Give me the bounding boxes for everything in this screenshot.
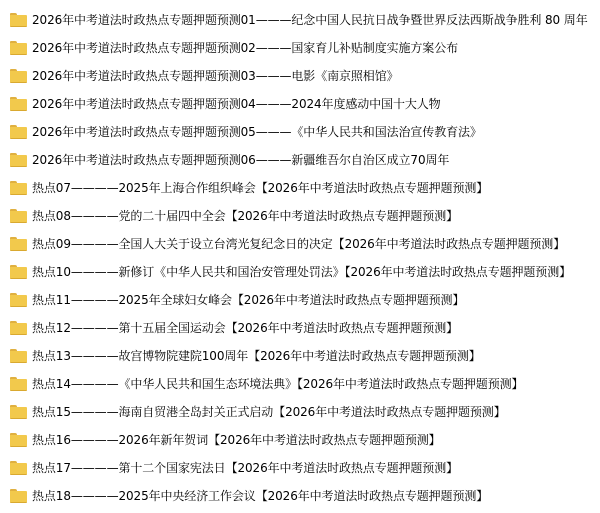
folder-item[interactable]	[0, 34, 600, 62]
folder-item[interactable]	[0, 454, 600, 482]
folder-name: 热点13————故宫博物院建院100周年【2026年中考道法时政热点专题押题预测】	[32, 349, 481, 363]
folder-name: 热点16————2026年新年贺词【2026年中考道法时政热点专题押题预测】	[32, 433, 441, 447]
folder-item[interactable]	[0, 398, 600, 426]
folder-name: 2026年中考道法时政热点专题押题预测05———《中华人民共和国法治宣传教育法》	[32, 125, 482, 139]
folder-item[interactable]	[0, 482, 600, 510]
folder-item[interactable]	[0, 90, 600, 118]
folder-icon	[10, 433, 27, 447]
folder-item[interactable]	[0, 342, 600, 370]
folder-name: 2026年中考道法时政热点专题押题预测04———2024年度感动中国十大人物	[32, 97, 441, 111]
folder-item[interactable]	[0, 202, 600, 230]
folder-icon	[10, 153, 27, 167]
folder-icon	[10, 349, 27, 363]
folder-name: 热点18————2025年中央经济工作会议【2026年中考道法时政热点专题押题预测】	[32, 489, 489, 503]
folder-name: 2026年中考道法时政热点专题押题预测06———新疆维吾尔自治区成立70周年	[32, 153, 450, 167]
folder-icon	[10, 237, 27, 251]
folder-icon	[10, 13, 27, 27]
folder-icon	[10, 97, 27, 111]
folder-name: 热点08————党的二十届四中全会【2026年中考道法时政热点专题押题预测】	[32, 209, 459, 223]
folder-item[interactable]	[0, 6, 600, 34]
folder-icon	[10, 265, 27, 279]
folder-item[interactable]	[0, 286, 600, 314]
folder-name: 热点11————2025年全球妇女峰会【2026年中考道法时政热点专题押题预测】	[32, 293, 465, 307]
folder-name: 热点09————全国人大关于设立台湾光复纪念日的决定【2026年中考道法时政热点专题押题预测】	[32, 237, 566, 251]
folder-item[interactable]	[0, 314, 600, 342]
folder-name: 热点12————第十五届全国运动会【2026年中考道法时政热点专题押题预测】	[32, 321, 459, 335]
folder-name: 2026年中考道法时政热点专题押题预测03———电影《南京照相馆》	[32, 69, 399, 83]
folder-icon	[10, 209, 27, 223]
folder-name: 热点17————第十二个国家宪法日【2026年中考道法时政热点专题押题预测】	[32, 461, 459, 475]
folder-icon	[10, 461, 27, 475]
folder-name: 热点10————新修订《中华人民共和国治安管理处罚法》【2026年中考道法时政热点专题押题预测】	[32, 265, 572, 279]
folder-name: 2026年中考道法时政热点专题押题预测01———纪念中国人民抗日战争暨世界反法西斯战争胜利 80 周年	[32, 13, 588, 27]
folder-icon	[10, 489, 27, 503]
folder-item[interactable]	[0, 426, 600, 454]
folder-item[interactable]	[0, 230, 600, 258]
folder-item[interactable]	[0, 174, 600, 202]
folder-icon	[10, 405, 27, 419]
folder-icon	[10, 377, 27, 391]
folder-name: 热点07————2025年上海合作组织峰会【2026年中考道法时政热点专题押题预测】	[32, 181, 489, 195]
folder-item[interactable]	[0, 62, 600, 90]
folder-item[interactable]	[0, 370, 600, 398]
folder-icon	[10, 41, 27, 55]
folder-name: 热点14————《中华人民共和国生态环境法典》【2026年中考道法时政热点专题押题预测】	[32, 377, 524, 391]
folder-item[interactable]	[0, 258, 600, 286]
folder-icon	[10, 181, 27, 195]
folder-name: 热点15————海南自贸港全岛封关正式启动【2026年中考道法时政热点专题押题预测】	[32, 405, 506, 419]
folder-icon	[10, 69, 27, 83]
folder-icon	[10, 293, 27, 307]
folder-item[interactable]	[0, 146, 600, 174]
folder-item[interactable]	[0, 118, 600, 146]
folder-icon	[10, 321, 27, 335]
folder-icon	[10, 125, 27, 139]
folder-name: 2026年中考道法时政热点专题押题预测02———国家育儿补贴制度实施方案公布	[32, 41, 459, 55]
